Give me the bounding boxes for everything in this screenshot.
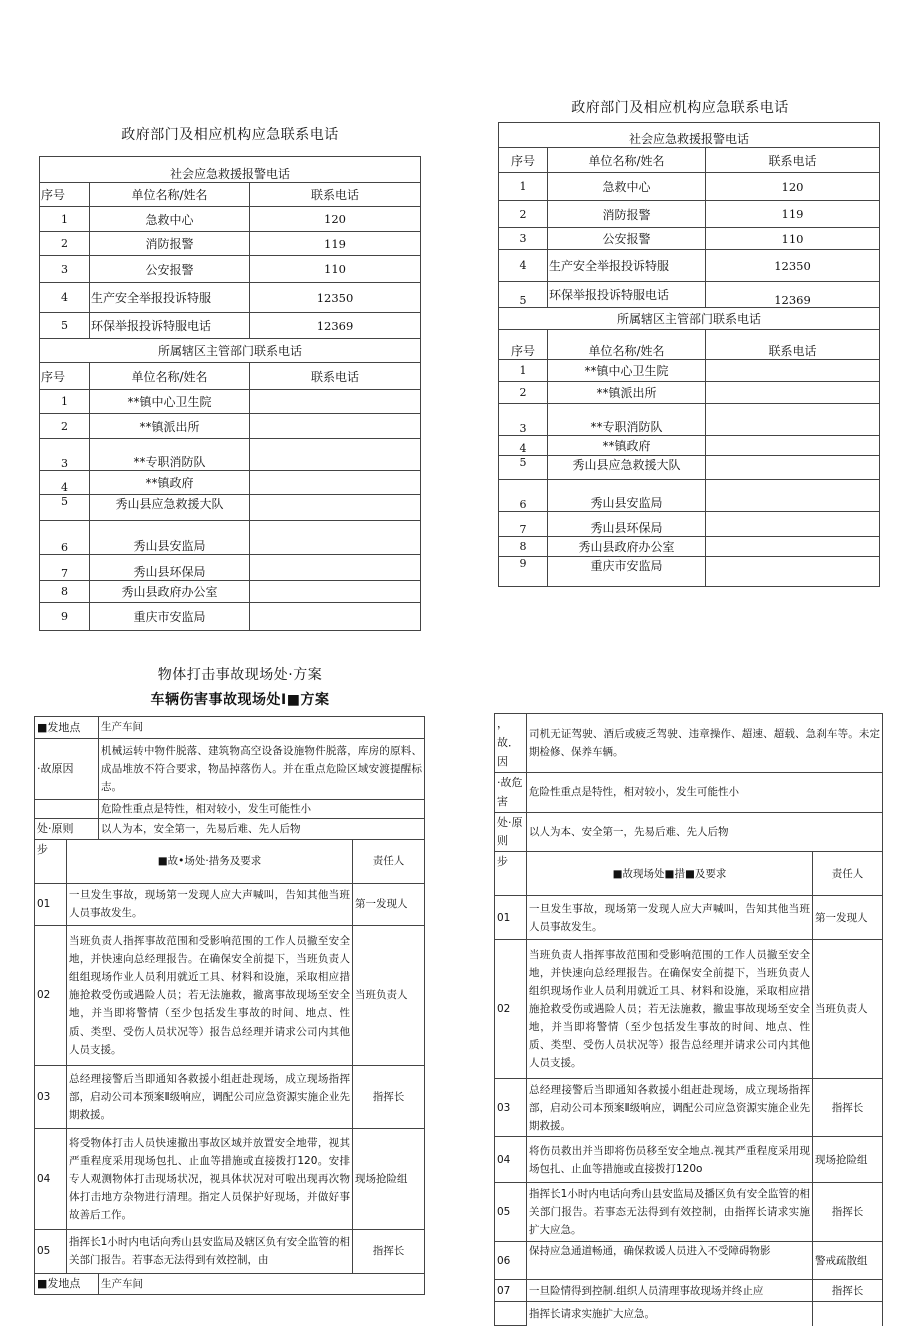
section-header: 所属辖区主管部门联系电话 xyxy=(40,339,421,363)
cause-label: ，故．因 xyxy=(495,714,527,773)
cause-value: 机械运转中物件脱落、建筑物高空设备设施物件脱落，库房的原料、成品堆放不符合要求，物品掉落伤人。并在重点危险区域安渡提醒标志。 xyxy=(99,739,425,800)
step-row xyxy=(495,1280,883,1302)
row-number: 5 xyxy=(499,456,548,480)
row-name: **镇派出所 xyxy=(90,414,250,439)
table-row xyxy=(40,495,421,521)
col-header: 序号 xyxy=(40,363,90,390)
row-name: 秀山县政府办公室 xyxy=(90,581,250,603)
responsible-header: 责任人 xyxy=(813,852,883,896)
row-number: 1 xyxy=(40,390,90,414)
row-name: **镇中心卫生院 xyxy=(90,390,250,414)
row-phone xyxy=(706,557,880,587)
table-row xyxy=(499,480,880,512)
contacts-left-table xyxy=(39,156,421,631)
row-phone xyxy=(706,512,880,537)
row-name: 秀山县环保局 xyxy=(90,555,250,581)
location-label: ■发地点 xyxy=(35,1273,99,1294)
table-row xyxy=(40,471,421,495)
table-row xyxy=(499,250,880,282)
step-responsible: 警戒疏散组 xyxy=(813,1242,883,1280)
row-number: 3 xyxy=(499,228,548,250)
row-phone: 119 xyxy=(706,201,880,228)
row-phone: 110 xyxy=(250,256,421,283)
row-number: 4 xyxy=(499,250,548,282)
step-responsible: 指挥长 xyxy=(353,1229,425,1273)
row-phone: 120 xyxy=(250,207,421,232)
table-row xyxy=(40,581,421,603)
step-number: 02 xyxy=(35,925,67,1065)
step-number: 02 xyxy=(495,940,527,1079)
col-header: 序号 xyxy=(40,183,90,207)
row-number: 8 xyxy=(499,537,548,557)
row-phone xyxy=(706,360,880,382)
row-name: 秀山县安监局 xyxy=(548,480,706,512)
step-number: 01 xyxy=(35,883,67,925)
step-text: 一旦险情得到控制.组织人员清理事故现场并终止应 xyxy=(527,1280,813,1302)
row-number: 4 xyxy=(40,283,90,313)
row-name: **镇派出所 xyxy=(548,382,706,404)
step-row xyxy=(35,1229,425,1273)
row-name: 秀山县应急救援大队 xyxy=(548,456,706,480)
row-phone: 12350 xyxy=(706,250,880,282)
col-header: 联系电话 xyxy=(706,330,880,360)
table-row xyxy=(499,360,880,382)
table-row xyxy=(499,173,880,201)
location-value: 生产车间 xyxy=(99,717,425,739)
row-name: 急救中心 xyxy=(90,207,250,232)
row-name: 秀山县政府办公室 xyxy=(548,537,706,557)
contacts-left-title: 政府部门及相应机构应急联系电话 xyxy=(121,127,339,143)
row-number: 3 xyxy=(499,404,548,436)
table-row xyxy=(40,207,421,232)
step-row xyxy=(495,1079,883,1137)
danger-label xyxy=(35,800,99,819)
row-phone xyxy=(706,537,880,557)
step-text: 指挥长1小时内电话向秀山县安监局及播区负有安全监管的相关部门报告。若事态无法得到有效控制，由指挥长请求实施扩大应急。 xyxy=(527,1183,813,1242)
row-name: 秀山县安监局 xyxy=(90,521,250,555)
step-text: 当班负责人指挥事故范围和受影响范围的工作人员撤至安全地，并快速向总经理报告。在确保安全前提下，当班负责人组组现场作业人员利用就近工具、材料和设施，采取相应措施抢救受伤或遇险人员；若无法施救，撤离事故现场至安全地，并当即将警情（至少包括发生事故的时间、地点、性质、类型、受伤人员状况等）报告总经理并请求公司内其他人员支援。 xyxy=(67,925,353,1065)
row-name: 环保举报投诉特服电话 xyxy=(90,313,250,339)
row-phone xyxy=(250,603,421,631)
step-text: 保持应急通道畅通，确保救谖人员进入不受障碍物影 xyxy=(527,1242,813,1280)
step-row xyxy=(35,1065,425,1128)
row-phone xyxy=(706,456,880,480)
table-row xyxy=(499,512,880,537)
principle-value: 以人为本，安全第一，先易后难、先人后物 xyxy=(99,819,425,840)
plan-right-table xyxy=(494,713,883,1326)
row-name: 重庆市安监局 xyxy=(90,603,250,631)
row-number: 1 xyxy=(499,360,548,382)
step-row xyxy=(35,883,425,925)
row-number: 5 xyxy=(40,313,90,339)
table-row xyxy=(40,439,421,471)
table-row xyxy=(499,201,880,228)
step-number: 04 xyxy=(495,1137,527,1183)
table-row xyxy=(499,382,880,404)
table-row xyxy=(40,232,421,256)
row-name: **镇政府 xyxy=(548,436,706,456)
plan-left-title-2: 车辆伤害事故现场处Ⅰ■方案 xyxy=(150,692,330,708)
step-text: 一旦发生事故，现场第一发现人应大声喊叫，告知其他当班人员事故发生。 xyxy=(67,883,353,925)
step-row xyxy=(495,896,883,940)
step-responsible: 当班负责人 xyxy=(813,940,883,1079)
col-header: 单位名称/姓名 xyxy=(90,183,250,207)
col-header: 单位名称/姓名 xyxy=(90,363,250,390)
row-number: 5 xyxy=(499,282,548,308)
table-row xyxy=(40,521,421,555)
step-number: 03 xyxy=(495,1079,527,1137)
step-number: 04 xyxy=(35,1128,67,1229)
step-number xyxy=(495,1302,527,1326)
step-row xyxy=(495,1183,883,1242)
measure-header: ■故•场处·措务及要求 xyxy=(67,839,353,883)
row-phone xyxy=(706,404,880,436)
principle-value: 以人为本、安全第一，先易后难、先人后物 xyxy=(527,812,883,852)
table-row xyxy=(499,282,880,308)
step-responsible: 当班负责人 xyxy=(353,925,425,1065)
row-phone xyxy=(250,471,421,495)
step-text: 一旦发生事故，现场第一发现人应大声喊叫，告知其他当班人员事故发生。 xyxy=(527,896,813,940)
step-number: 05 xyxy=(35,1229,67,1273)
contacts-right-table xyxy=(498,122,880,587)
row-name: **镇中心卫生院 xyxy=(548,360,706,382)
row-phone xyxy=(706,382,880,404)
section-header: 社会应急救援报警电话 xyxy=(499,123,880,148)
location-label: ■发地点 xyxy=(35,717,99,739)
row-phone xyxy=(706,480,880,512)
step-row xyxy=(35,1128,425,1229)
table-row xyxy=(40,390,421,414)
table-row xyxy=(499,436,880,456)
table-row xyxy=(499,404,880,436)
step-responsible xyxy=(813,1302,883,1326)
step-text: 总经理接警后当即通知各救援小组赶赴现场，成立现场指挥部，启动公司本预案Ⅱ级响应，调配公司应急资源实施企业先期救援。 xyxy=(67,1065,353,1128)
row-name: 消防报警 xyxy=(90,232,250,256)
row-number: 9 xyxy=(499,557,548,587)
row-number: 8 xyxy=(40,581,90,603)
step-label: 步 xyxy=(495,852,527,896)
step-responsible: 现场抢险组 xyxy=(353,1128,425,1229)
step-row xyxy=(495,940,883,1079)
row-number: 4 xyxy=(499,436,548,456)
row-name: 公安报警 xyxy=(90,256,250,283)
danger-value: 危险性重点是特性，相对较小，发生可能性小 xyxy=(99,800,425,819)
step-text: 将伤员救出并当即将伤员移至安全地点.视其严重程度采用现场包扎、止血等措施或直接拨打120o xyxy=(527,1137,813,1183)
responsible-header: 责任人 xyxy=(353,839,425,883)
row-number: 3 xyxy=(40,439,90,471)
row-phone: 12350 xyxy=(250,283,421,313)
section-header: 社会应急救援报警电话 xyxy=(40,157,421,183)
row-number: 1 xyxy=(499,173,548,201)
section-header: 所属辖区主管部门联系电话 xyxy=(499,308,880,330)
row-number: 3 xyxy=(40,256,90,283)
row-phone: 119 xyxy=(250,232,421,256)
step-row xyxy=(495,1242,883,1280)
principle-label: 处·原则 xyxy=(495,812,527,852)
measure-header: ■故现场处■措■及要求 xyxy=(527,852,813,896)
col-header: 序号 xyxy=(499,148,548,173)
step-text: 将受物体打击人员快速撤出事故区域并放置安全地带，视其严重程度采用现场包扎、止血等措施或直接拨打120。安排专人观测物体打击现场状况，视具体状况对可啦出现再次物体打击地方杂物进行清理。指定人员保护好现场，并做好事故善后工作。 xyxy=(67,1128,353,1229)
col-header: 联系电话 xyxy=(706,148,880,173)
row-number: 7 xyxy=(499,512,548,537)
table-row xyxy=(499,228,880,250)
step-responsible: 现场抢险组 xyxy=(813,1137,883,1183)
row-number: 1 xyxy=(40,207,90,232)
step-row xyxy=(35,925,425,1065)
row-number: 2 xyxy=(499,382,548,404)
row-name: 生产安全举报投诉特服 xyxy=(90,283,250,313)
col-header: 单位名称/姓名 xyxy=(548,330,706,360)
row-number: 2 xyxy=(40,232,90,256)
row-phone xyxy=(250,555,421,581)
step-responsible: 第一发现人 xyxy=(353,883,425,925)
step-responsible: 指挥长 xyxy=(813,1280,883,1302)
cause-value: 司机无证驾驶、酒后或疲乏驾驶、违章操作、超速、超载、急刹车等。未定期检修、保养车辆。 xyxy=(527,714,883,773)
step-text: 指挥长1小时内电话向秀山县安监局及辖区负有安全监管的相关部门报告。若事态无法得到有效控制，由 xyxy=(67,1229,353,1273)
col-header: 序号 xyxy=(499,330,548,360)
row-phone xyxy=(250,390,421,414)
table-row xyxy=(40,313,421,339)
step-number: 07 xyxy=(495,1280,527,1302)
row-name: **镇政府 xyxy=(90,471,250,495)
row-number: 2 xyxy=(40,414,90,439)
row-phone xyxy=(706,436,880,456)
table-row xyxy=(40,603,421,631)
row-number: 6 xyxy=(499,480,548,512)
col-header: 单位名称/姓名 xyxy=(548,148,706,173)
row-phone xyxy=(250,581,421,603)
row-number: 7 xyxy=(40,555,90,581)
row-number: 9 xyxy=(40,603,90,631)
step-responsible: 指挥长 xyxy=(813,1079,883,1137)
step-label: 步 xyxy=(35,839,67,883)
row-number: 4 xyxy=(40,471,90,495)
row-name: 环保举报投诉特服电话 xyxy=(548,282,706,308)
step-text: 总经理接警后当即通知各救援小组赶赴现场，成立现场指挥部，启动公司本预案Ⅱ级响应，调配公司应急资源实施企业先期救援。 xyxy=(527,1079,813,1137)
step-responsible: 第一发现人 xyxy=(813,896,883,940)
step-number: 03 xyxy=(35,1065,67,1128)
danger-value: 危险性重点是特性，相对较小，发生可能性小 xyxy=(527,772,883,812)
row-name: 生产安全举报投诉特服 xyxy=(548,250,706,282)
contacts-right-title: 政府部门及相应机构应急联系电话 xyxy=(571,100,789,116)
plan-left-title-1: 物体打击事故现场处·方案 xyxy=(157,667,323,683)
row-name: **专职消防队 xyxy=(548,404,706,436)
step-row xyxy=(495,1137,883,1183)
step-text: 当班负责人指挥事故范围和受影响范围的工作人员撤至安全地，并快速向总经理报告。在确保安全前提下，当班负责人组织现场作业人员利用就近工具、材料和设施，采取相应措施抢救受伤或遇险人员；若无法施救，撤盅事故现场至安全地，并当即将警情（至少包括发生事故的时间、地点、性质、类型、受伤人员状况等）报告总经理并请求公司内其他人员支援。 xyxy=(527,940,813,1079)
col-header: 联系电话 xyxy=(250,183,421,207)
table-row xyxy=(499,456,880,480)
table-row xyxy=(40,414,421,439)
cause-label: ·故原因 xyxy=(35,739,99,800)
row-number: 2 xyxy=(499,201,548,228)
row-phone: 110 xyxy=(706,228,880,250)
row-name: 秀山县环保局 xyxy=(548,512,706,537)
row-name: 秀山县应急救援大队 xyxy=(90,495,250,521)
table-row xyxy=(40,256,421,283)
col-header: 联系电话 xyxy=(250,363,421,390)
step-number: 06 xyxy=(495,1242,527,1280)
table-row xyxy=(40,555,421,581)
step-number: 05 xyxy=(495,1183,527,1242)
step-text: 指挥长请求实施扩大应急。 xyxy=(527,1302,813,1326)
row-phone: 120 xyxy=(706,173,880,201)
step-responsible: 指挥长 xyxy=(813,1183,883,1242)
step-number: 01 xyxy=(495,896,527,940)
location-value: 生产车间 xyxy=(99,1273,425,1294)
principle-label: 处·原则 xyxy=(35,819,99,840)
row-phone: 12369 xyxy=(250,313,421,339)
row-phone xyxy=(250,414,421,439)
row-name: 公安报警 xyxy=(548,228,706,250)
row-phone xyxy=(250,521,421,555)
table-row xyxy=(499,537,880,557)
table-row xyxy=(40,283,421,313)
row-phone: 12369 xyxy=(706,282,880,308)
row-name: 消防报警 xyxy=(548,201,706,228)
row-number: 6 xyxy=(40,521,90,555)
step-responsible: 指挥长 xyxy=(353,1065,425,1128)
row-name: 急救中心 xyxy=(548,173,706,201)
row-phone xyxy=(250,495,421,521)
danger-label: ·故危害 xyxy=(495,772,527,812)
row-number: 5 xyxy=(40,495,90,521)
row-name: **专职消防队 xyxy=(90,439,250,471)
plan-left-table xyxy=(34,716,425,1295)
row-phone xyxy=(250,439,421,471)
table-row xyxy=(499,557,880,587)
row-name: 重庆市安监局 xyxy=(548,557,706,587)
